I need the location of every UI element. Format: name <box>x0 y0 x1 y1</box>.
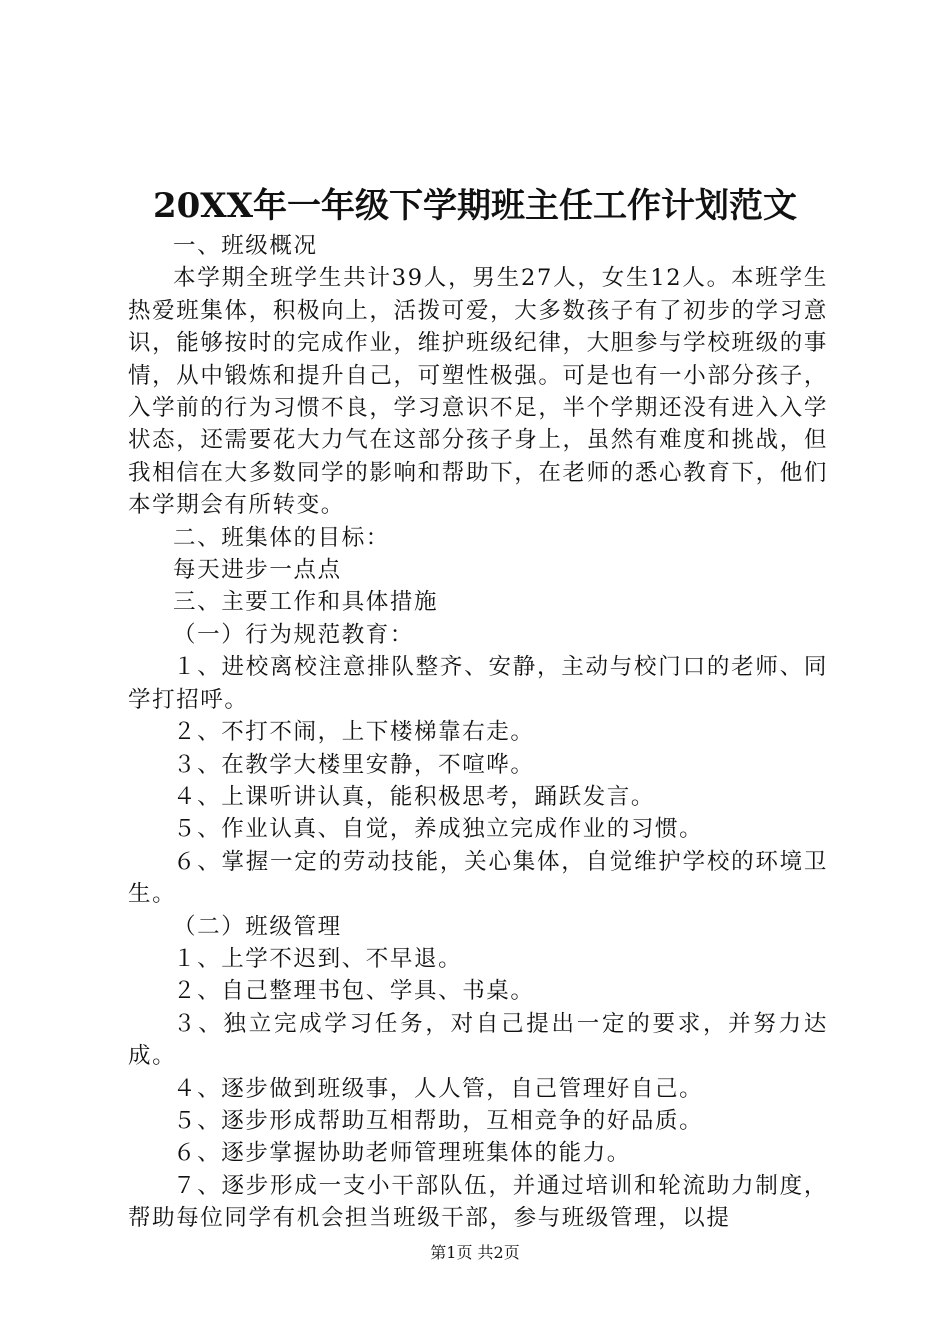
paragraph: ５、逐步形成帮助互相帮助，互相竞争的好品质。 <box>173 1107 704 1134</box>
paragraph: ２、不打不闹，上下楼梯靠右走。 <box>173 719 535 746</box>
paragraph: 三、主要工作和具体措施 <box>173 589 439 616</box>
paragraph: ３、独立完成学习任务，对自己提出一定的要求，并努力达成。 <box>128 1010 828 1070</box>
paragraph: ６、掌握一定的劳动技能，关心集体，自觉维护学校的环境卫生。 <box>128 848 828 908</box>
paragraph: （一）行为规范教育： <box>173 621 415 648</box>
paragraph: 本学期全班学生共计39人，男生27人，女生12人。本班学生热爱班集体，积极向上，活拨可爱，大多数孩子有了初步的学习意识，能够按时的完成作业，维护班级纪律，大胆参与学校班级的事情，从中锻炼和提升自己，可塑性极强。可是也有一小部分孩子，入学前的行为习惯不良，学习意识不足，半个学期还没有进入入学状态，还需要花大力气在这部分孩子身上，虽然有难度和挑战，但我相信在大多数同学的影响和帮助下，在老师的悉心教育下，他们本学期会有所转变。 <box>128 265 828 519</box>
document-title: 20XX年一年级下学期班主任工作计划范文 <box>152 186 798 226</box>
paragraph: ６、逐步掌握协助老师管理班集体的能力。 <box>173 1140 631 1167</box>
paragraph: （二）班级管理 <box>173 913 342 940</box>
paragraph: ２、自己整理书包、学具、书桌。 <box>173 978 535 1005</box>
paragraph: ７、逐步形成一支小干部队伍，并通过培训和轮流助力制度，帮助每位同学有机会担当班级干部，参与班级管理，以提 <box>128 1172 828 1232</box>
paragraph: ３、在教学大楼里安静，不喧哗。 <box>173 751 535 778</box>
document-body <box>128 230 828 1235</box>
paragraph: ４、逐步做到班级事，人人管，自己管理好自己。 <box>173 1075 704 1102</box>
paragraph: 一、班级概况 <box>173 233 318 259</box>
paragraph: １、上学不迟到、不早退。 <box>173 945 463 972</box>
paragraph: 二、班集体的目标： <box>173 524 390 551</box>
page-footer: 第1页 共2页 <box>430 1243 520 1262</box>
paragraph: 每天进步一点点 <box>173 557 342 584</box>
paragraph: ４、上课听讲认真，能积极思考，踊跃发言。 <box>173 783 656 810</box>
paragraph: １、进校离校注意排队整齐、安静，主动与校门口的老师、同学打招呼。 <box>128 654 828 713</box>
paragraph: ５、作业认真、自觉，养成独立完成作业的习惯。 <box>173 816 704 843</box>
